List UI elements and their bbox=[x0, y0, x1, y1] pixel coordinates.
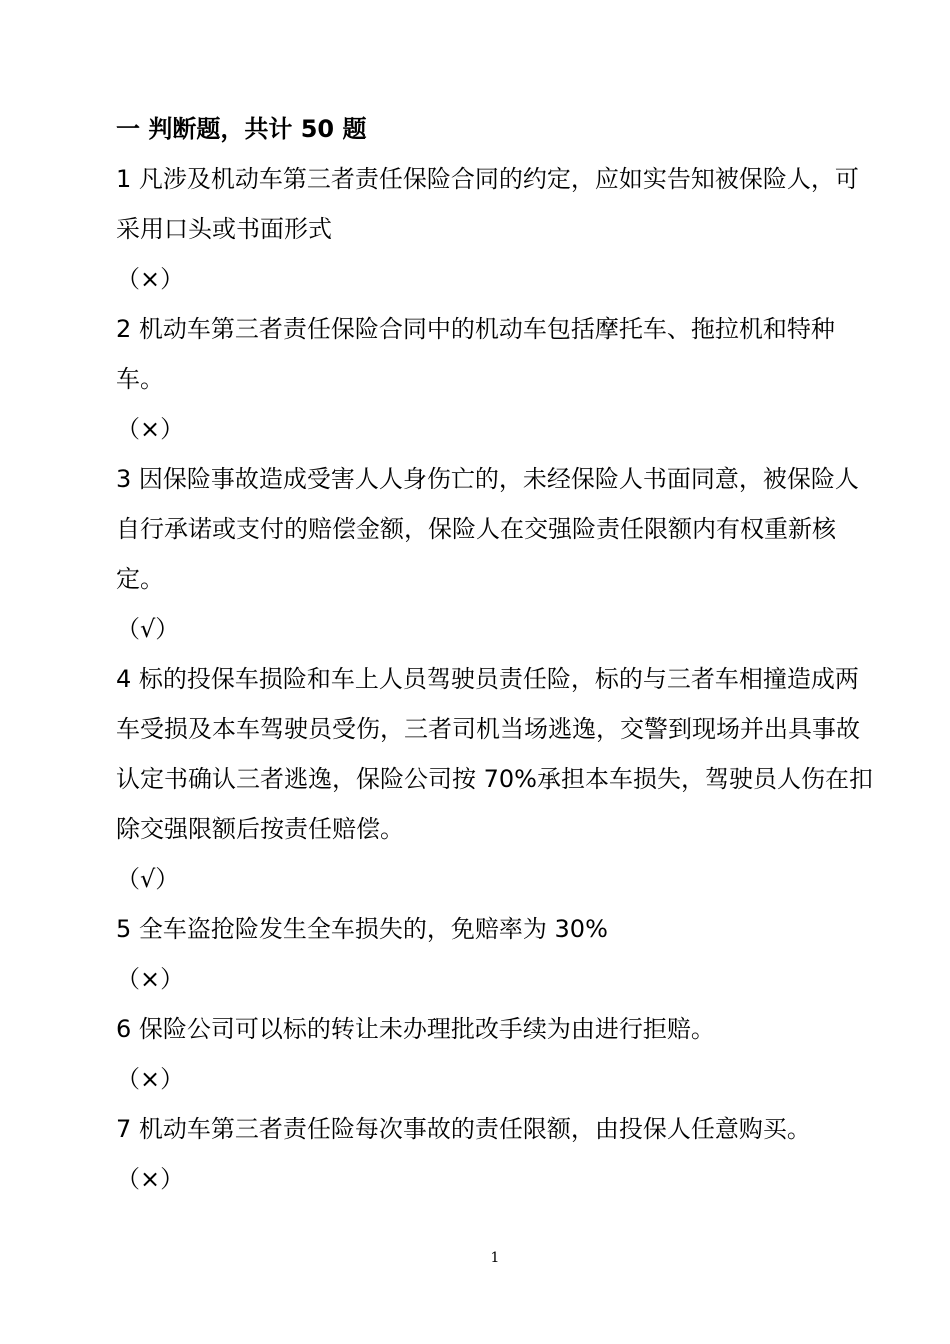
question-answer: （×） bbox=[116, 265, 185, 293]
question-answer: （√） bbox=[116, 865, 180, 893]
question-answer: （×） bbox=[116, 1065, 185, 1093]
question-6 bbox=[116, 1004, 876, 1104]
question-7 bbox=[116, 1104, 876, 1204]
question-text: 4 标的投保车损险和车上人员驾驶员责任险，标的与三者车相撞造成两车受损及本车驾驶员受伤，三者司机当场逃逸，交警到现场并出具事故认定书确认三者逃逸，保险公司按 70%承担本车损失，驾驶员人伤在扣除交强限额后按责任赔偿。 bbox=[116, 665, 873, 843]
question-answer: （×） bbox=[116, 965, 185, 993]
question-3 bbox=[116, 454, 876, 654]
question-answer: （×） bbox=[116, 1165, 185, 1193]
question-text: 1 凡涉及机动车第三者责任保险合同的约定，应如实告知被保险人，可采用口头或书面形式 bbox=[116, 165, 859, 243]
question-text: 6 保险公司可以标的转让未办理批改手续为由进行拒赔。 bbox=[116, 1015, 715, 1043]
page-number: 1 bbox=[490, 1250, 500, 1266]
question-answer: （√） bbox=[116, 615, 180, 643]
question-text: 3 因保险事故造成受害人人身伤亡的，未经保险人书面同意，被保险人自行承诺或支付的赔偿金额，保险人在交强险责任限额内有权重新核定。 bbox=[116, 465, 859, 593]
question-4 bbox=[116, 654, 876, 904]
question-1 bbox=[116, 154, 876, 304]
question-5 bbox=[116, 904, 876, 1004]
question-text: 5 全车盗抢险发生全车损失的，免赔率为 30% bbox=[116, 915, 608, 943]
question-answer: （×） bbox=[116, 415, 185, 443]
question-2 bbox=[116, 304, 876, 454]
question-text: 2 机动车第三者责任保险合同中的机动车包括摩托车、拖拉机和特种车。 bbox=[116, 315, 835, 393]
question-text: 7 机动车第三者责任险每次事故的责任限额，由投保人任意购买。 bbox=[116, 1115, 811, 1143]
section-heading: 一 判断题，共计 50 题 bbox=[116, 115, 367, 143]
document-content bbox=[116, 104, 876, 1204]
